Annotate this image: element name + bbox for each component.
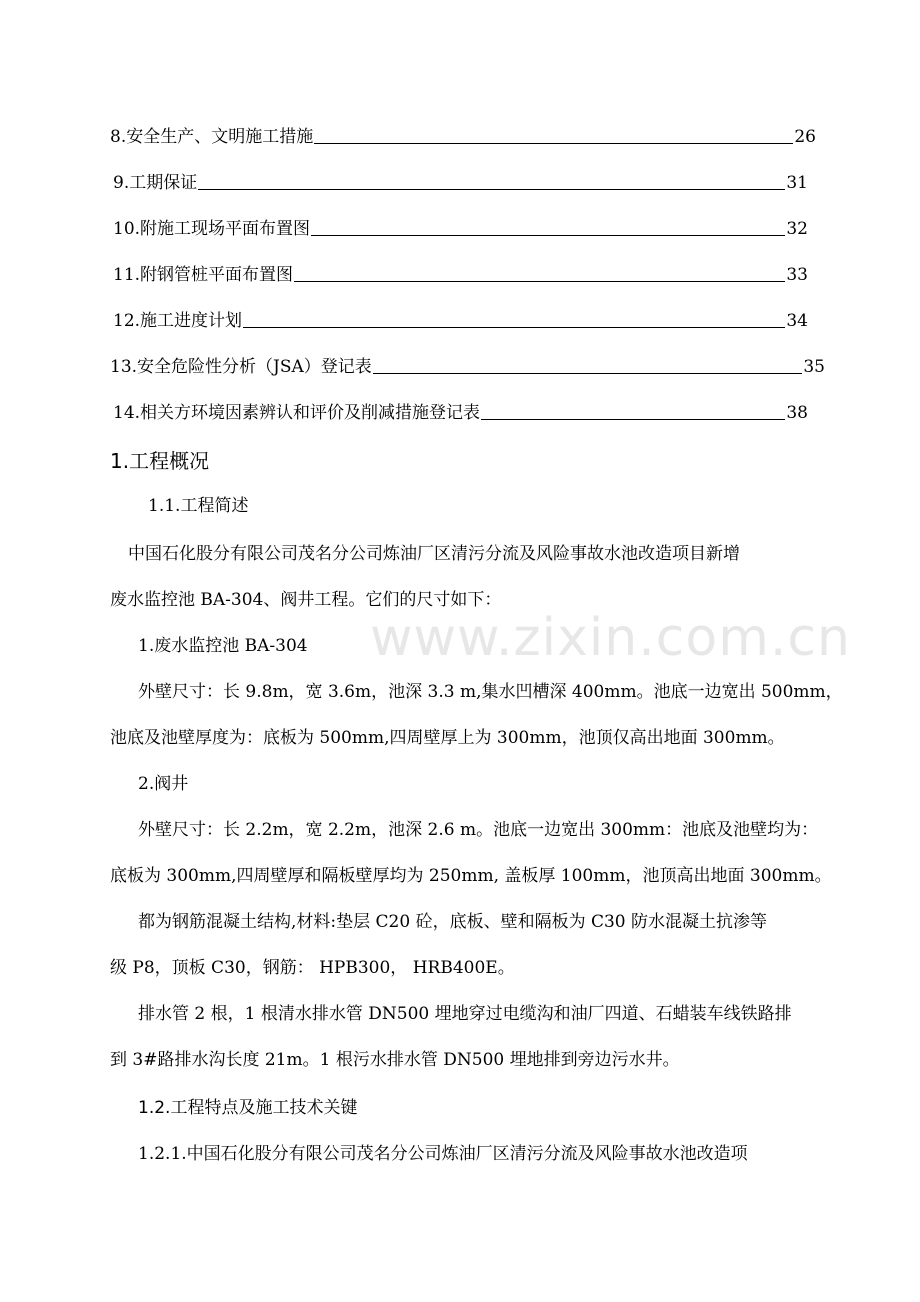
toc-entry[interactable] [110,348,825,378]
body-paragraph-line: 外壁尺寸：长 2.2m，宽 2.2m，池深 2.6 m。池底一边宽出 300mm：池底及池壁均为： [138,820,819,840]
toc-leader-line [314,142,793,144]
body-paragraph-line: 废水监控池 BA-304、阀井工程。它们的尺寸如下： [110,590,502,610]
body-paragraph-line: 2.阀井 [138,774,189,794]
toc-entry[interactable] [113,256,808,286]
toc-leader-line [243,326,785,328]
toc-entry-title: 14.相关方环境因素辨认和评价及削减措施登记表 [113,403,481,423]
toc-entry[interactable] [110,118,816,148]
body-paragraph-line: 都为钢筋混凝土结构,材料:垫层 C20 砼，底板、壁和隔板为 C30 防水混凝土抗渗等 [138,912,768,932]
toc-leader-line [294,280,785,282]
section-heading: 1.工程概况 [110,449,210,473]
toc-entry-title: 13.安全危险性分析（JSA）登记表 [110,357,372,377]
toc-entry-page: 32 [786,219,808,239]
toc-entry-page: 26 [794,127,816,147]
toc-entry-page: 31 [786,173,808,193]
toc-leader-line [311,234,785,236]
toc-entry-page: 35 [803,357,825,377]
toc-entry-title: 12.施工进度计划 [113,311,243,331]
toc-entry-title: 10.附施工现场平面布置图 [113,219,311,239]
watermark-text: www.zixin.com.cn [370,608,851,668]
body-paragraph-line: 1.废水监控池 BA-304 [138,636,308,656]
toc-entry[interactable] [113,394,808,424]
toc-entry-title: 11.附钢管桩平面布置图 [113,265,294,285]
body-paragraph-line: 中国石化股分有限公司茂名分公司炼油厂区清污分流及风险事故水池改造项目新增 [128,544,740,564]
toc-entry-title: 9.工期保证 [113,173,198,193]
toc-entry-page: 38 [786,403,808,423]
toc-entry[interactable] [113,164,808,194]
body-paragraph-line: 池底及池壁厚度为：底板为 500mm,四周壁厚上为 300mm，池顶仅高出地面 300mm。 [110,728,785,748]
body-paragraph-line: 外壁尺寸：长 9.8m，宽 3.6m，池深 3.3 m,集水凹槽深 400mm。池底一边宽出 500mm， [138,682,843,702]
toc-entry-page: 34 [786,311,808,331]
body-paragraph-line: 底板为 300mm,四周壁厚和隔板壁厚均为 250mm, 盖板厚 100mm，池顶高出地面 300mm。 [110,866,832,886]
toc-entry-title: 8.安全生产、文明施工措施 [110,127,314,147]
body-paragraph-line: 级 P8，顶板 C30，钢筋： HPB300， HRB400E。 [110,958,515,978]
body-paragraph-line: 到 3#路排水沟长度 21m。1 根污水排水管 DN500 埋地排到旁边污水井。 [110,1050,680,1070]
toc-entry[interactable] [113,210,808,240]
body-paragraph-line: 排水管 2 根，1 根清水排水管 DN500 埋地穿过电缆沟和油厂四道、石蜡装车线铁路排 [138,1004,792,1024]
toc-leader-line [481,418,785,420]
toc-entry[interactable] [113,302,808,332]
subsection-heading: 1.1.工程简述 [148,496,249,516]
toc-leader-line [373,372,803,374]
subsection-heading: 1.2.工程特点及施工技术关键 [138,1098,358,1118]
toc-entry-page: 33 [786,265,808,285]
toc-leader-line [198,188,785,190]
body-paragraph-line: 1.2.1.中国石化股分有限公司茂名分公司炼油厂区清污分流及风险事故水池改造项 [138,1144,748,1164]
